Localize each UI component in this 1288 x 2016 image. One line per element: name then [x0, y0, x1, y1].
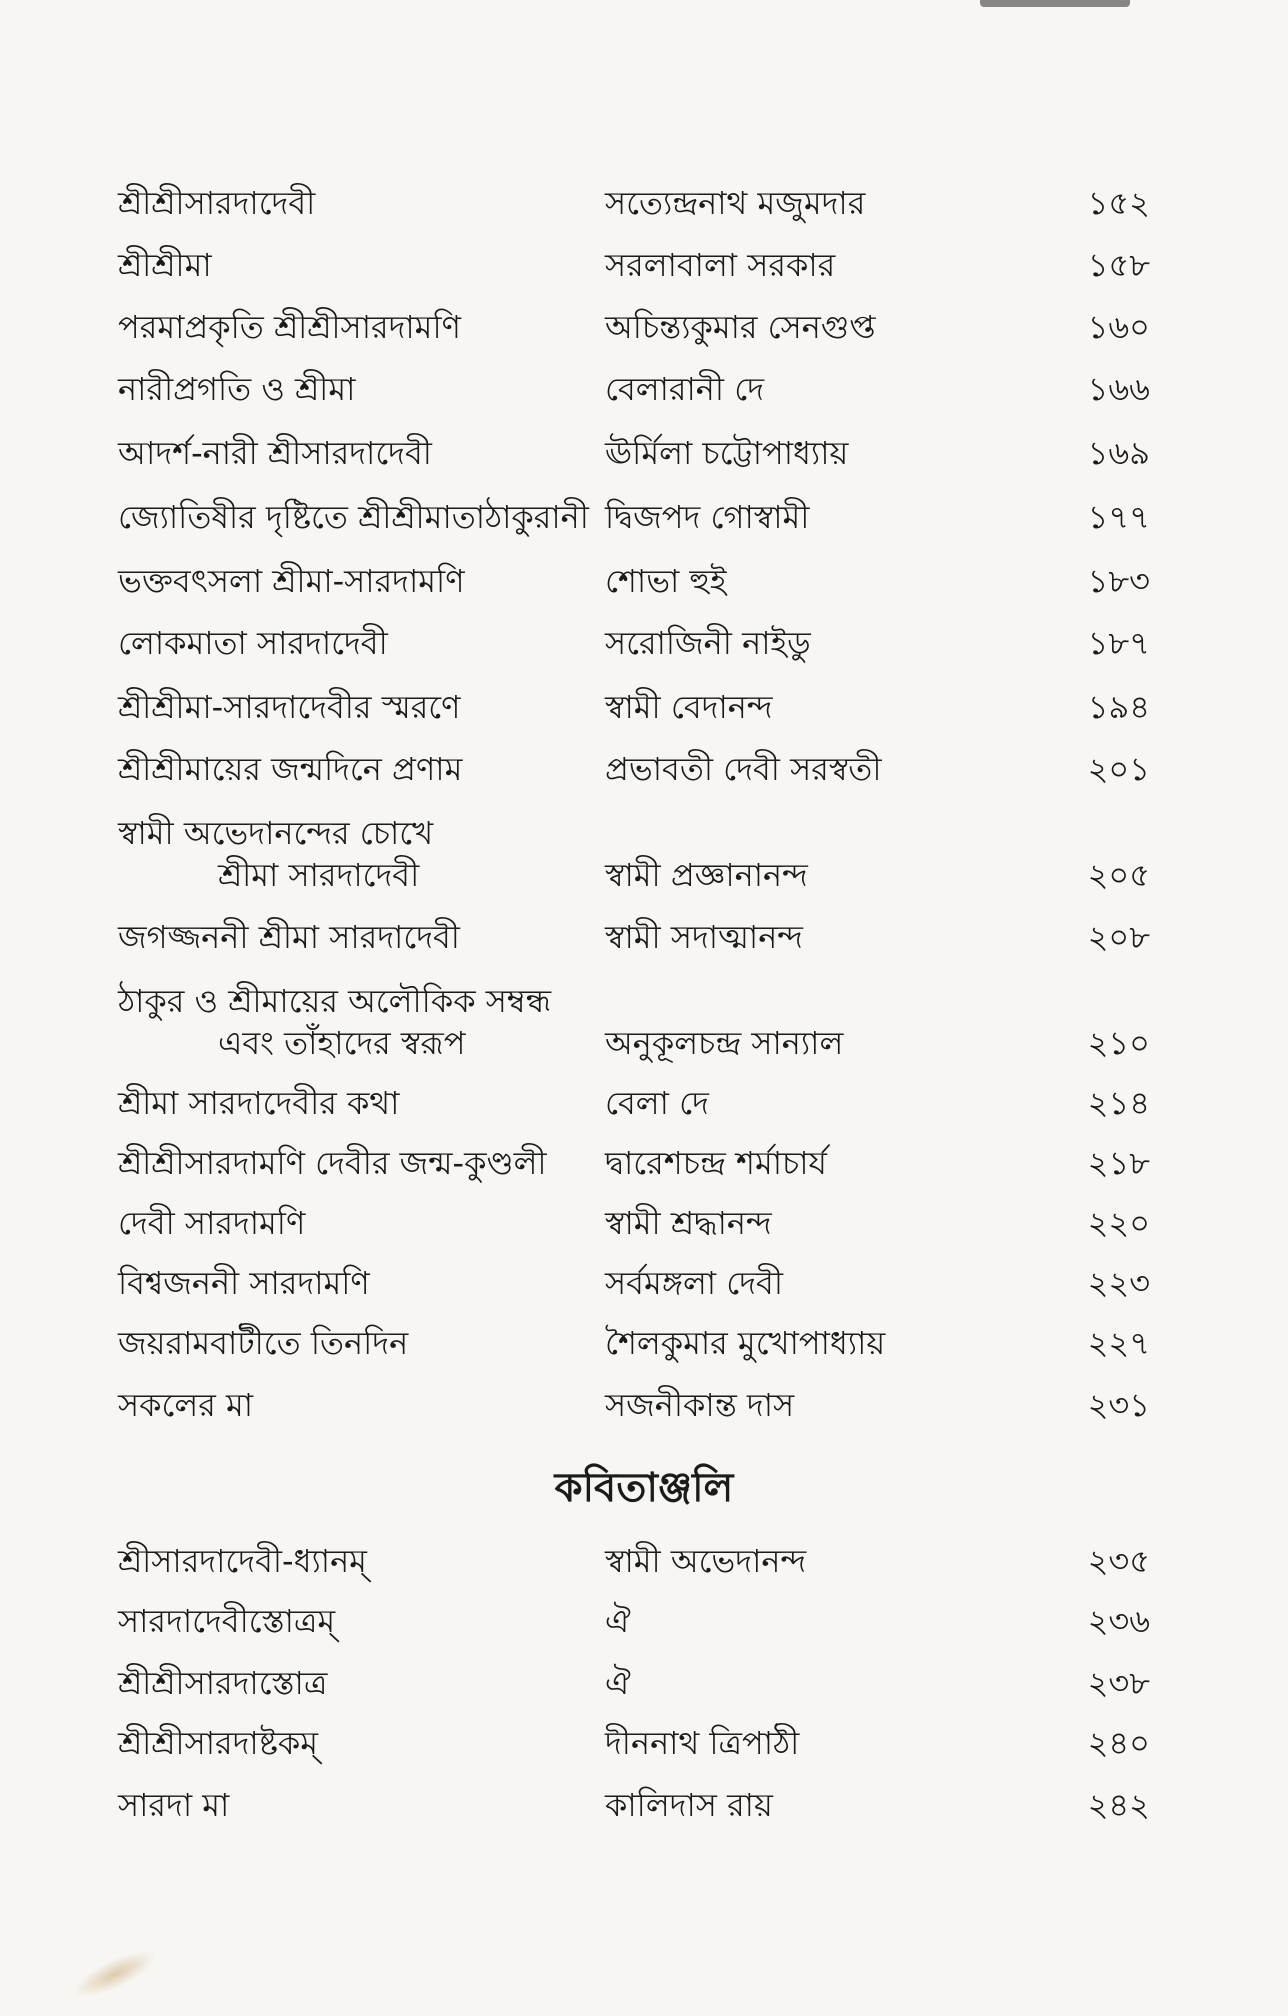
entry-title: শ্রীশ্রীমায়ের জন্মদিনে প্রণাম — [118, 750, 463, 788]
entry-title: শ্রীশ্রীসারদাস্তোত্র — [118, 1664, 328, 1702]
entry-title: শ্রীশ্রীসারদাদেবী — [118, 184, 316, 222]
entry-title: জগজ্জননী শ্রীমা সারদাদেবী — [118, 918, 460, 956]
entry-author: সরোজিনী নাইডু — [605, 624, 811, 662]
entry-author: সরলাবালা সরকার — [605, 246, 836, 284]
entry-title — [118, 980, 588, 1064]
entry-page: ২০৫ — [1087, 856, 1150, 894]
entry-page: ২১৪ — [1087, 1084, 1150, 1122]
entry-title-line1: স্বামী অভেদানন্দের চোখে — [118, 814, 434, 852]
entry-author: স্বামী সদাত্মানন্দ — [605, 918, 803, 956]
entry-author: প্রভাবতী দেবী সরস্বতী — [605, 750, 882, 788]
entry-author: স্বামী অভেদানন্দ — [605, 1542, 807, 1580]
entry-author: ঐ — [605, 1664, 631, 1702]
entry-author: শৈলকুমার মুখোপাধ্যায় — [605, 1324, 886, 1362]
entry-author: দ্বিজপদ গোস্বামী — [605, 498, 810, 536]
entry-title: জ্যোতিষীর দৃষ্টিতে শ্রীশ্রীমাতাঠাকুরানী — [118, 498, 589, 536]
entry-page: ১৯৪ — [1087, 688, 1150, 726]
entry-page: ২১০ — [1087, 1024, 1150, 1062]
entry-author: অনুকূলচন্দ্র সান্যাল — [605, 1024, 844, 1062]
entry-page: ১৫২ — [1087, 184, 1150, 222]
entry-author: স্বামী প্রজ্ঞানানন্দ — [605, 856, 808, 894]
entry-title: শ্রীশ্রীসারদাষ্টকম্ — [118, 1724, 319, 1762]
entry-page: ২৩৮ — [1087, 1664, 1150, 1702]
entry-author: দ্বারেশচন্দ্র শর্মাচার্য — [605, 1144, 827, 1182]
entry-author: কালিদাস রায় — [605, 1786, 773, 1824]
entry-title: নারীপ্রগতি ও শ্রীমা — [118, 370, 356, 408]
entry-page: ২৩১ — [1087, 1386, 1150, 1424]
entry-title — [118, 812, 588, 896]
page-corner-mark — [980, 0, 1130, 7]
entry-page: ১৬৯ — [1087, 434, 1150, 472]
entry-page: ২১৮ — [1087, 1144, 1150, 1182]
entry-page: ২২৩ — [1087, 1264, 1150, 1302]
entry-title: পরমাপ্রকৃতি শ্রীশ্রীসারদামণি — [118, 308, 461, 346]
entry-author: ঐ — [605, 1602, 631, 1640]
entry-author: অচিন্ত্যকুমার সেনগুপ্ত — [605, 308, 876, 346]
entry-page: ২৩৬ — [1087, 1602, 1150, 1640]
entry-author: সর্বমঙ্গলা দেবী — [605, 1264, 783, 1302]
entry-page: ১৬০ — [1087, 308, 1150, 346]
entry-page: ২২০ — [1087, 1204, 1150, 1242]
entry-page: ১৮৭ — [1087, 624, 1150, 662]
entry-page: ১৫৮ — [1087, 246, 1150, 284]
entry-title-line1: ঠাকুর ও শ্রীমায়ের অলৌকিক সম্বন্ধ — [118, 982, 552, 1020]
entry-author: বেলা দে — [605, 1084, 709, 1122]
entry-title: সকলের মা — [118, 1386, 254, 1424]
entry-title: দেবী সারদামণি — [118, 1204, 306, 1242]
entry-title: শ্রীমা সারদাদেবীর কথা — [118, 1084, 400, 1122]
entry-author: শোভা হুই — [605, 562, 727, 600]
entry-author: স্বামী বেদানন্দ — [605, 688, 773, 726]
paper-stain — [68, 1942, 161, 2005]
entry-author: স্বামী শ্রদ্ধানন্দ — [605, 1204, 772, 1242]
entry-page: ২৩৫ — [1087, 1542, 1150, 1580]
entry-author: সত্যেন্দ্রনাথ মজুমদার — [605, 184, 866, 222]
entry-title: সারদা মা — [118, 1786, 230, 1824]
entry-page: ১৬৬ — [1087, 370, 1150, 408]
entry-author: বেলারানী দে — [605, 370, 765, 408]
entry-title: লোকমাতা সারদাদেবী — [118, 624, 388, 662]
section-heading-poems: কবিতাঞ্জলি — [554, 1465, 734, 1511]
entry-title: শ্রীশ্রীসারদামণি দেবীর জন্ম-কুণ্ডলী — [118, 1144, 547, 1182]
entry-page: ২২৭ — [1087, 1324, 1150, 1362]
entry-title: শ্রীশ্রীমা — [118, 246, 212, 284]
entry-title: আদর্শ-নারী শ্রীসারদাদেবী — [118, 434, 432, 472]
entry-title: শ্রীশ্রীমা-সারদাদেবীর স্মরণে — [118, 688, 461, 726]
entry-author: সজনীকান্ত দাস — [605, 1386, 795, 1424]
entry-title: বিশ্বজননী সারদামণি — [118, 1264, 370, 1302]
entry-title-line2: শ্রীমা সারদাদেবী — [218, 856, 420, 894]
entry-title: ভক্তবৎসলা শ্রীমা-সারদামণি — [118, 562, 465, 600]
entry-title: শ্রীসারদাদেবী-ধ্যানম্ — [118, 1542, 367, 1580]
entry-page: ২০১ — [1087, 750, 1150, 788]
entry-page: ১৮৩ — [1087, 562, 1150, 600]
entry-title: সারদাদেবীস্তোত্রম্ — [118, 1602, 336, 1640]
entry-title-line2: এবং তাঁহাদের স্বরূপ — [218, 1024, 466, 1062]
entry-page: ২৪০ — [1087, 1724, 1150, 1762]
entry-page: ২৪২ — [1087, 1786, 1150, 1824]
entry-author: ঊর্মিলা চট্টোপাধ্যায় — [605, 434, 849, 472]
entry-author: দীননাথ ত্রিপাঠী — [605, 1724, 800, 1762]
entry-page: ১৭৭ — [1087, 498, 1150, 536]
entry-title: জয়রামবাটীতে তিনদিন — [118, 1324, 409, 1362]
entry-page: ২০৮ — [1087, 918, 1150, 956]
